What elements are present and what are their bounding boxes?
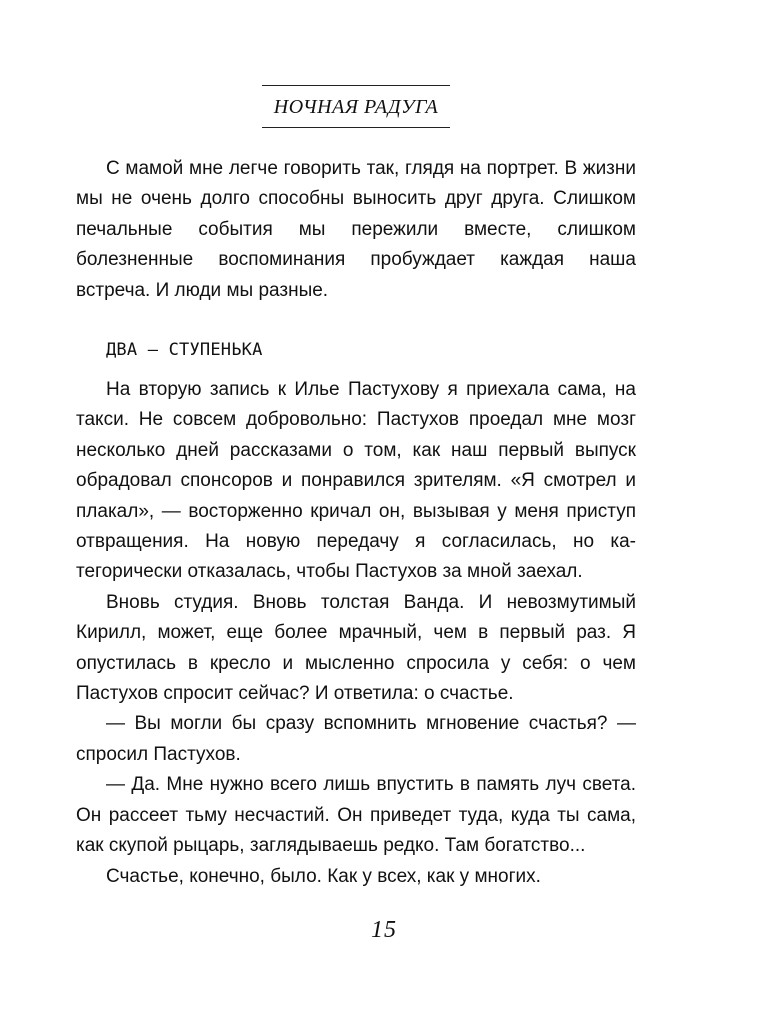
intro-paragraph: С мамой мне легче говорить так, глядя на портрет. В жизни мы не очень долго способны выносить друг друга. Слишком печальные события мы пережили вместе, слишком болезненные воспоминания пробуждает каждая наша встреча. И люди мы разные.	[76, 158, 636, 301]
page-number: 15	[371, 917, 397, 943]
body-paragraph-2: Вновь студия. Вновь толстая Ванда. И невозмутимый Кирилл, может, еще более мрачный, чем в первый раз. Я опустилась в кресло и мысленно спросила у себя: о чем Пастухов спросит сейчас? И ответила: о счастье.	[76, 591, 636, 705]
body-paragraph-1: На вторую запись к Илье Пастухову я приехала сама, на такси. Не совсем добровольно: Пастухов проедал мне мозг несколько дней рассказами о том, как наш первый выпуск обрадовал спонсоров и понравился зрителям. «Я смотрел и плакал», — восторженно кричал он, вызывая у меня приступ отвращения. На новую передачу я согласилась, но категорически отказалась, чтобы Пастухов за мной заехал.	[76, 379, 636, 583]
running-head-top-rule	[262, 85, 450, 86]
running-head-title: НОЧНАЯ РАДУГА	[273, 96, 439, 118]
running-head	[262, 85, 450, 129]
intro-text-block	[76, 154, 636, 306]
body-paragraph-5: Счастье, конечно, было. Как у всех, как у многих.	[106, 865, 541, 887]
section-text-block	[76, 375, 636, 892]
running-head-bottom-rule	[262, 127, 450, 128]
section-heading: ДВА — СТУПЕНЬКА	[106, 340, 263, 360]
body-paragraph-4: — Да. Мне нужно всего лишь впустить в память луч света. Он рассеет тьму несчастий. Он приведет туда, куда ты сама, как скупой рыцарь, заглядываешь редко. Там богатство...	[76, 774, 636, 857]
body-paragraph-3: — Вы могли бы сразу вспомнить мгновение счастья? — спросил Пастухов.	[76, 713, 636, 765]
